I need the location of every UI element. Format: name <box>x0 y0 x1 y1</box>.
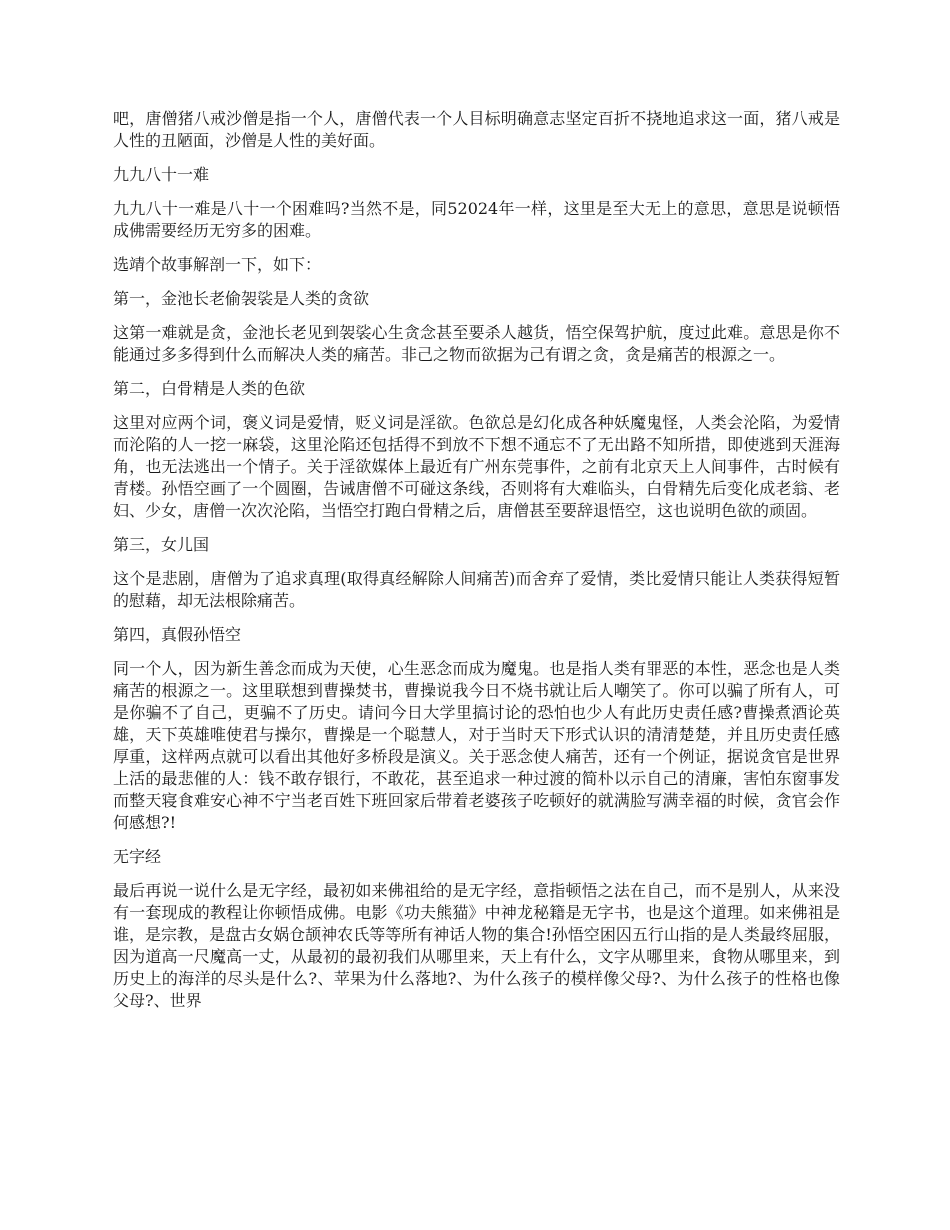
section-heading: 第一，金池长老偷袈裟是人类的贪欲 <box>113 289 370 308</box>
section-heading: 第三，女儿国 <box>113 535 210 554</box>
paragraph: 选靖个故事解剖一下，如下： <box>113 255 322 274</box>
paragraph: 最后再说一说什么是无字经，最初如来佛祖给的是无字经，意指顿悟之法在自己，而不是别人，从来没有一套现成的教程让你顿悟成佛。电影《功夫熊猫》中神龙秘籍是无字书，也是这个道理。如来佛祖是谁，是宗教，是盘古女娲仓颉神农氏等等所有神话人物的集合!孙悟空困囚五行山指的是人类最终屈服，因为道高一尺魔高一丈，从最初的最初我们从哪里来，天上有什么，文字从哪里来，食物从哪里来，到历史上的海洋的尽头是什么?、苹果为什么落地?、为什么孩子的模样像父母?、为什么孩子的性格也像父母?、世界 <box>113 881 840 1010</box>
paragraph: 这个是悲剧，唐僧为了追求真理(取得真经解除人间痛苦)而舍弃了爱情，类比爱情只能让人类获得短暂的慰藉，却无法根除痛苦。 <box>113 569 840 610</box>
document-body <box>113 108 840 1024</box>
paragraph: 吧，唐僧猪八戒沙僧是指一个人，唐僧代表一个人目标明确意志坚定百折不挠地追求这一面，猪八戒是人性的丑陋面，沙僧是人性的美好面。 <box>113 109 840 150</box>
paragraph: 这第一难就是贪，金池长老见到袈裟心生贪念甚至要杀人越货，悟空保驾护航，度过此难。意思是你不能通过多多得到什么而解决人类的痛苦。非己之物而欲据为己有谓之贪，贪是痛苦的根源之一。 <box>113 323 840 364</box>
section-heading: 第四，真假孙悟空 <box>113 625 242 644</box>
paragraph: 这里对应两个词，褒义词是爱情，贬义词是淫欲。色欲总是幻化成各种妖魔鬼怪，人类会沦陷，为爱情而沦陷的人一挖一麻袋，这里沦陷还包括得不到放不下想不通忘不了无出路不知所措，即使逃到天涯海角，也无法逃出一个情子。关于淫欲媒体上最近有广州东莞事件，之前有北京天上人间事件，古时候有青楼。孙悟空画了一个圆圈，告诫唐僧不可碰这条线，否则将有大难临头，白骨精先后变化成老翁、老妇、少女，唐僧一次次沦陷，当悟空打跑白骨精之后，唐僧甚至要辞退悟空，这也说明色欲的顽固。 <box>113 413 840 520</box>
paragraph: 同一个人，因为新生善念而成为天使，心生恶念而成为魔鬼。也是指人类有罪恶的本性，恶念也是人类痛苦的根源之一。这里联想到曹操焚书，曹操说我今日不烧书就让后人嘲笑了。你可以骗了所有人，可是你骗不了自己，更骗不了历史。请问今日大学里搞讨论的恐怕也少人有此历史责任感?曹操煮酒论英雄，天下英雄唯使君与操尔，曹操是一个聪慧人，对于当时天下形式认识的清清楚楚，并且历史责任感厚重，这样两点就可以看出其他好多桥段是演义。关于恶念使人痛苦，还有一个例证，据说贪官是世界上活的最悲催的人：钱不敢存银行，不敢花，甚至追求一种过渡的简朴以示自己的清廉，害怕东窗事发而整天寝食难安心神不宁当老百姓下班回家后带着老婆孩子吃顿好的就满脸写满幸福的时候，贪官会作何感想?! <box>113 659 840 832</box>
paragraph: 九九八十一难是八十一个困难吗?当然不是，同52024年一样，这里是至大无上的意思，意思是说顿悟成佛需要经历无穷多的困难。 <box>113 199 840 240</box>
section-heading: 无字经 <box>113 847 162 866</box>
section-heading: 九九八十一难 <box>113 165 210 184</box>
section-heading: 第二，白骨精是人类的色欲 <box>113 379 306 398</box>
